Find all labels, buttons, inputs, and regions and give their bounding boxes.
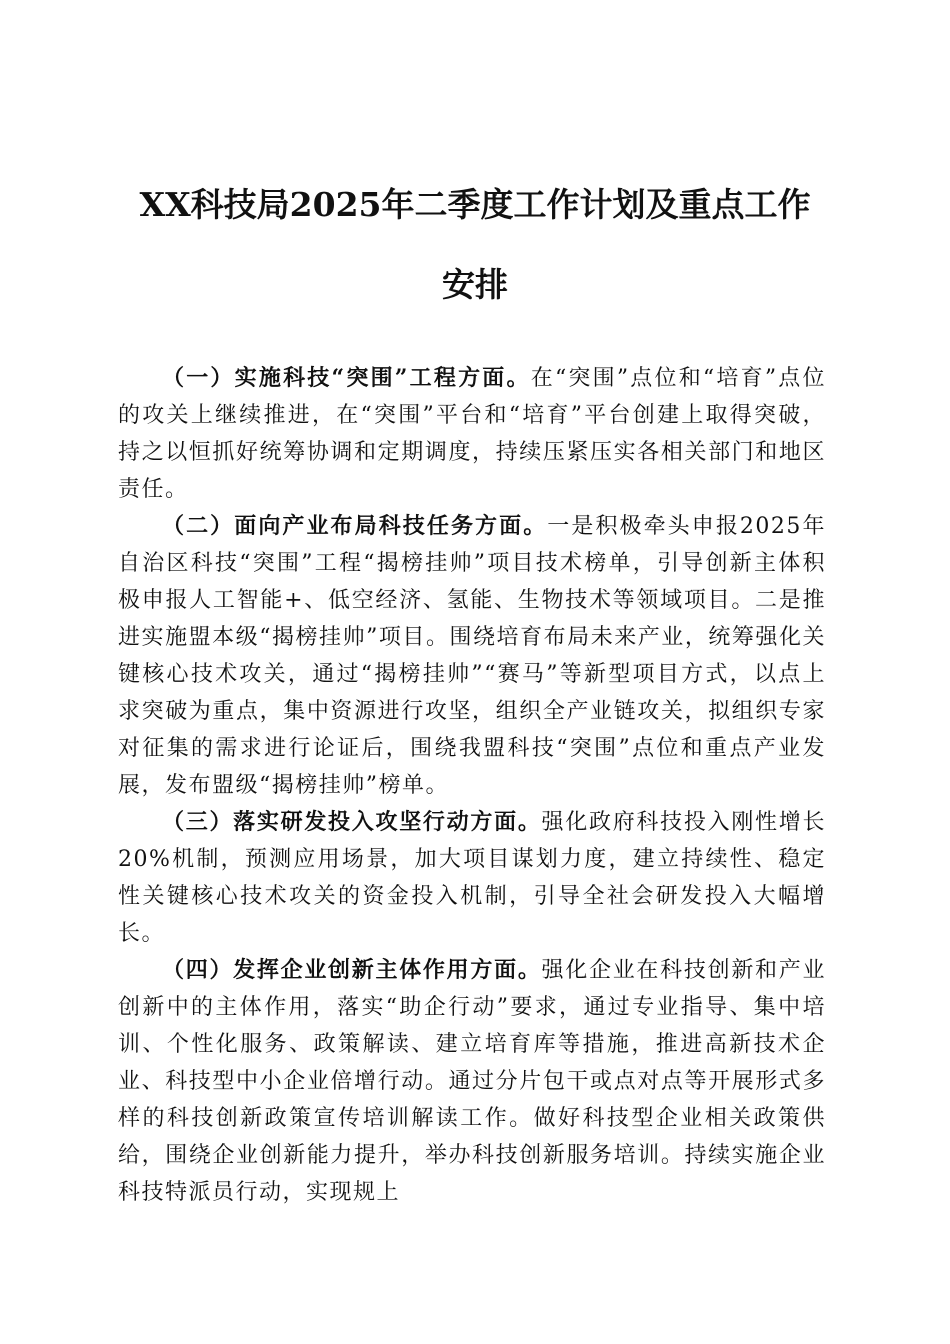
paragraph-2-text: 一是积极牵头申报2025年自治区科技“突围”工程“揭榜挂帅”项目技术榜单，引导创新主体积极申报人工智能+、低空经济、氢能、生物技术等领域项目。二是推进实施盟本级“揭榜挂帅”项目。围绕培育布局未来产业，统筹强化关键核心技术攻关，通过“揭榜挂帅”“赛马”等新型项目方式，以点上求突破为重点，集中资源进行攻坚，组织全产业链攻关，拟组织专家对征集的需求进行论证后，围绕我盟科技“突围”点位和重点产业发展，发布盟级“揭榜挂帅”榜单。 <box>118 514 826 798</box>
paragraph-1-heading: （一）实施科技“突围”工程方面。 <box>162 365 531 391</box>
document-title <box>110 165 840 325</box>
document-title-line-1: XX科技局2025年二季度工作计划及重点工作 <box>139 185 811 224</box>
paragraph-3-heading: （三）落实研发投入攻坚行动方面。 <box>162 809 542 835</box>
paragraph-3 <box>118 804 826 952</box>
paragraph-4-text: 强化企业在科技创新和产业创新中的主体作用，落实“助企行动”要求，通过专业指导、集中培训、个性化服务、政策解读、建立培育库等措施，推进高新技术企业、科技型中小企业倍增行动。通过分片包干或点对点等开展形式多样的科技创新政策宣传培训解读工作。做好科技型企业相关政策供给，围绕企业创新能力提升，举办科技创新服务培训。持续实施企业科技特派员行动，实现规上 <box>118 958 826 1205</box>
paragraph-3-text: 强化政府科技投入刚性增长20%机制，预测应用场景，加大项目谋划力度，建立持续性、稳定性关键核心技术攻关的资金投入机制，引导全社会研发投入大幅增长。 <box>118 810 826 946</box>
paragraph-2 <box>118 508 826 804</box>
paragraph-2-heading: （二）面向产业布局科技任务方面。 <box>162 513 548 539</box>
paragraph-4-heading: （四）发挥企业创新主体作用方面。 <box>162 957 542 983</box>
paragraph-4 <box>118 952 826 1211</box>
paragraph-1 <box>118 360 826 508</box>
document-title-line-2: 安排 <box>442 265 508 304</box>
paragraph-1-text: 在“突围”点位和“培育”点位的攻关上继续推进，在“突围”平台和“培育”平台创建上取得突破，持之以恒抓好统筹协调和定期调度，持续压紧压实各相关部门和地区责任。 <box>118 366 826 502</box>
document-body <box>118 360 826 1211</box>
